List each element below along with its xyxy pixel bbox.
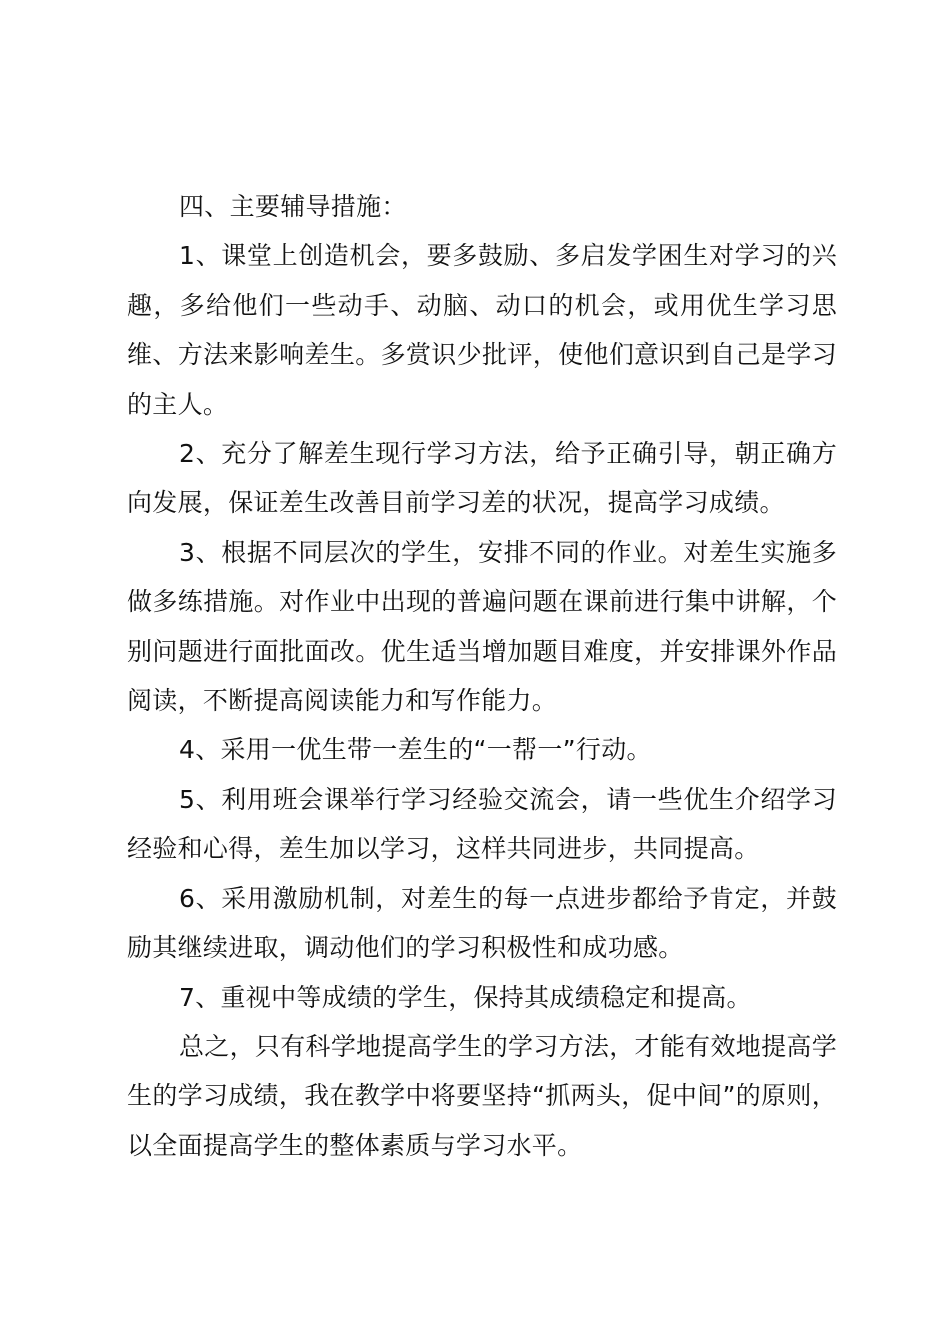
measure-item-2: 2、充分了解差生现行学习方法，给予正确引导，朝正确方向发展，保证差生改善目前学习差的状况，提高学习成绩。 [127, 439, 837, 518]
measure-item-1: 1、课堂上创造机会，要多鼓励、多启发学困生对学习的兴趣，多给他们一些动手、动脑、动口的机会，或用优生学习思维、方法来影响差生。多赏识少批评，使他们意识到自己是学习的主人。 [127, 241, 837, 419]
document-body [127, 182, 837, 1170]
section-heading: 四、主要辅导措施： [179, 192, 407, 221]
measure-item-4: 4、采用一优生带一差生的“一帮一”行动。 [179, 735, 652, 765]
conclusion-paragraph: 总之，只有科学地提高学生的学习方法，才能有效地提高学生的学习成绩，我在教学中将要坚持“抓两头，促中间”的原则，以全面提高学生的整体素质与学习水平。 [127, 1031, 837, 1160]
measure-item-3: 3、根据不同层次的学生，安排不同的作业。对差生实施多做多练措施。对作业中出现的普遍问题在课前进行集中讲解，个别问题进行面批面改。优生适当增加题目难度，并安排课外作品阅读，不断提高阅读能力和写作能力。 [127, 537, 837, 716]
measure-item-5: 5、利用班会课举行学习经验交流会，请一些优生介绍学习经验和心得，差生加以学习，这样共同进步，共同提高。 [127, 784, 837, 864]
measure-item-7: 7、重视中等成绩的学生，保持其成绩稳定和提高。 [179, 982, 752, 1012]
measure-item-6: 6、采用激励机制，对差生的每一点进步都给予肯定，并鼓励其继续进取，调动他们的学习积极性和成功感。 [127, 883, 837, 963]
